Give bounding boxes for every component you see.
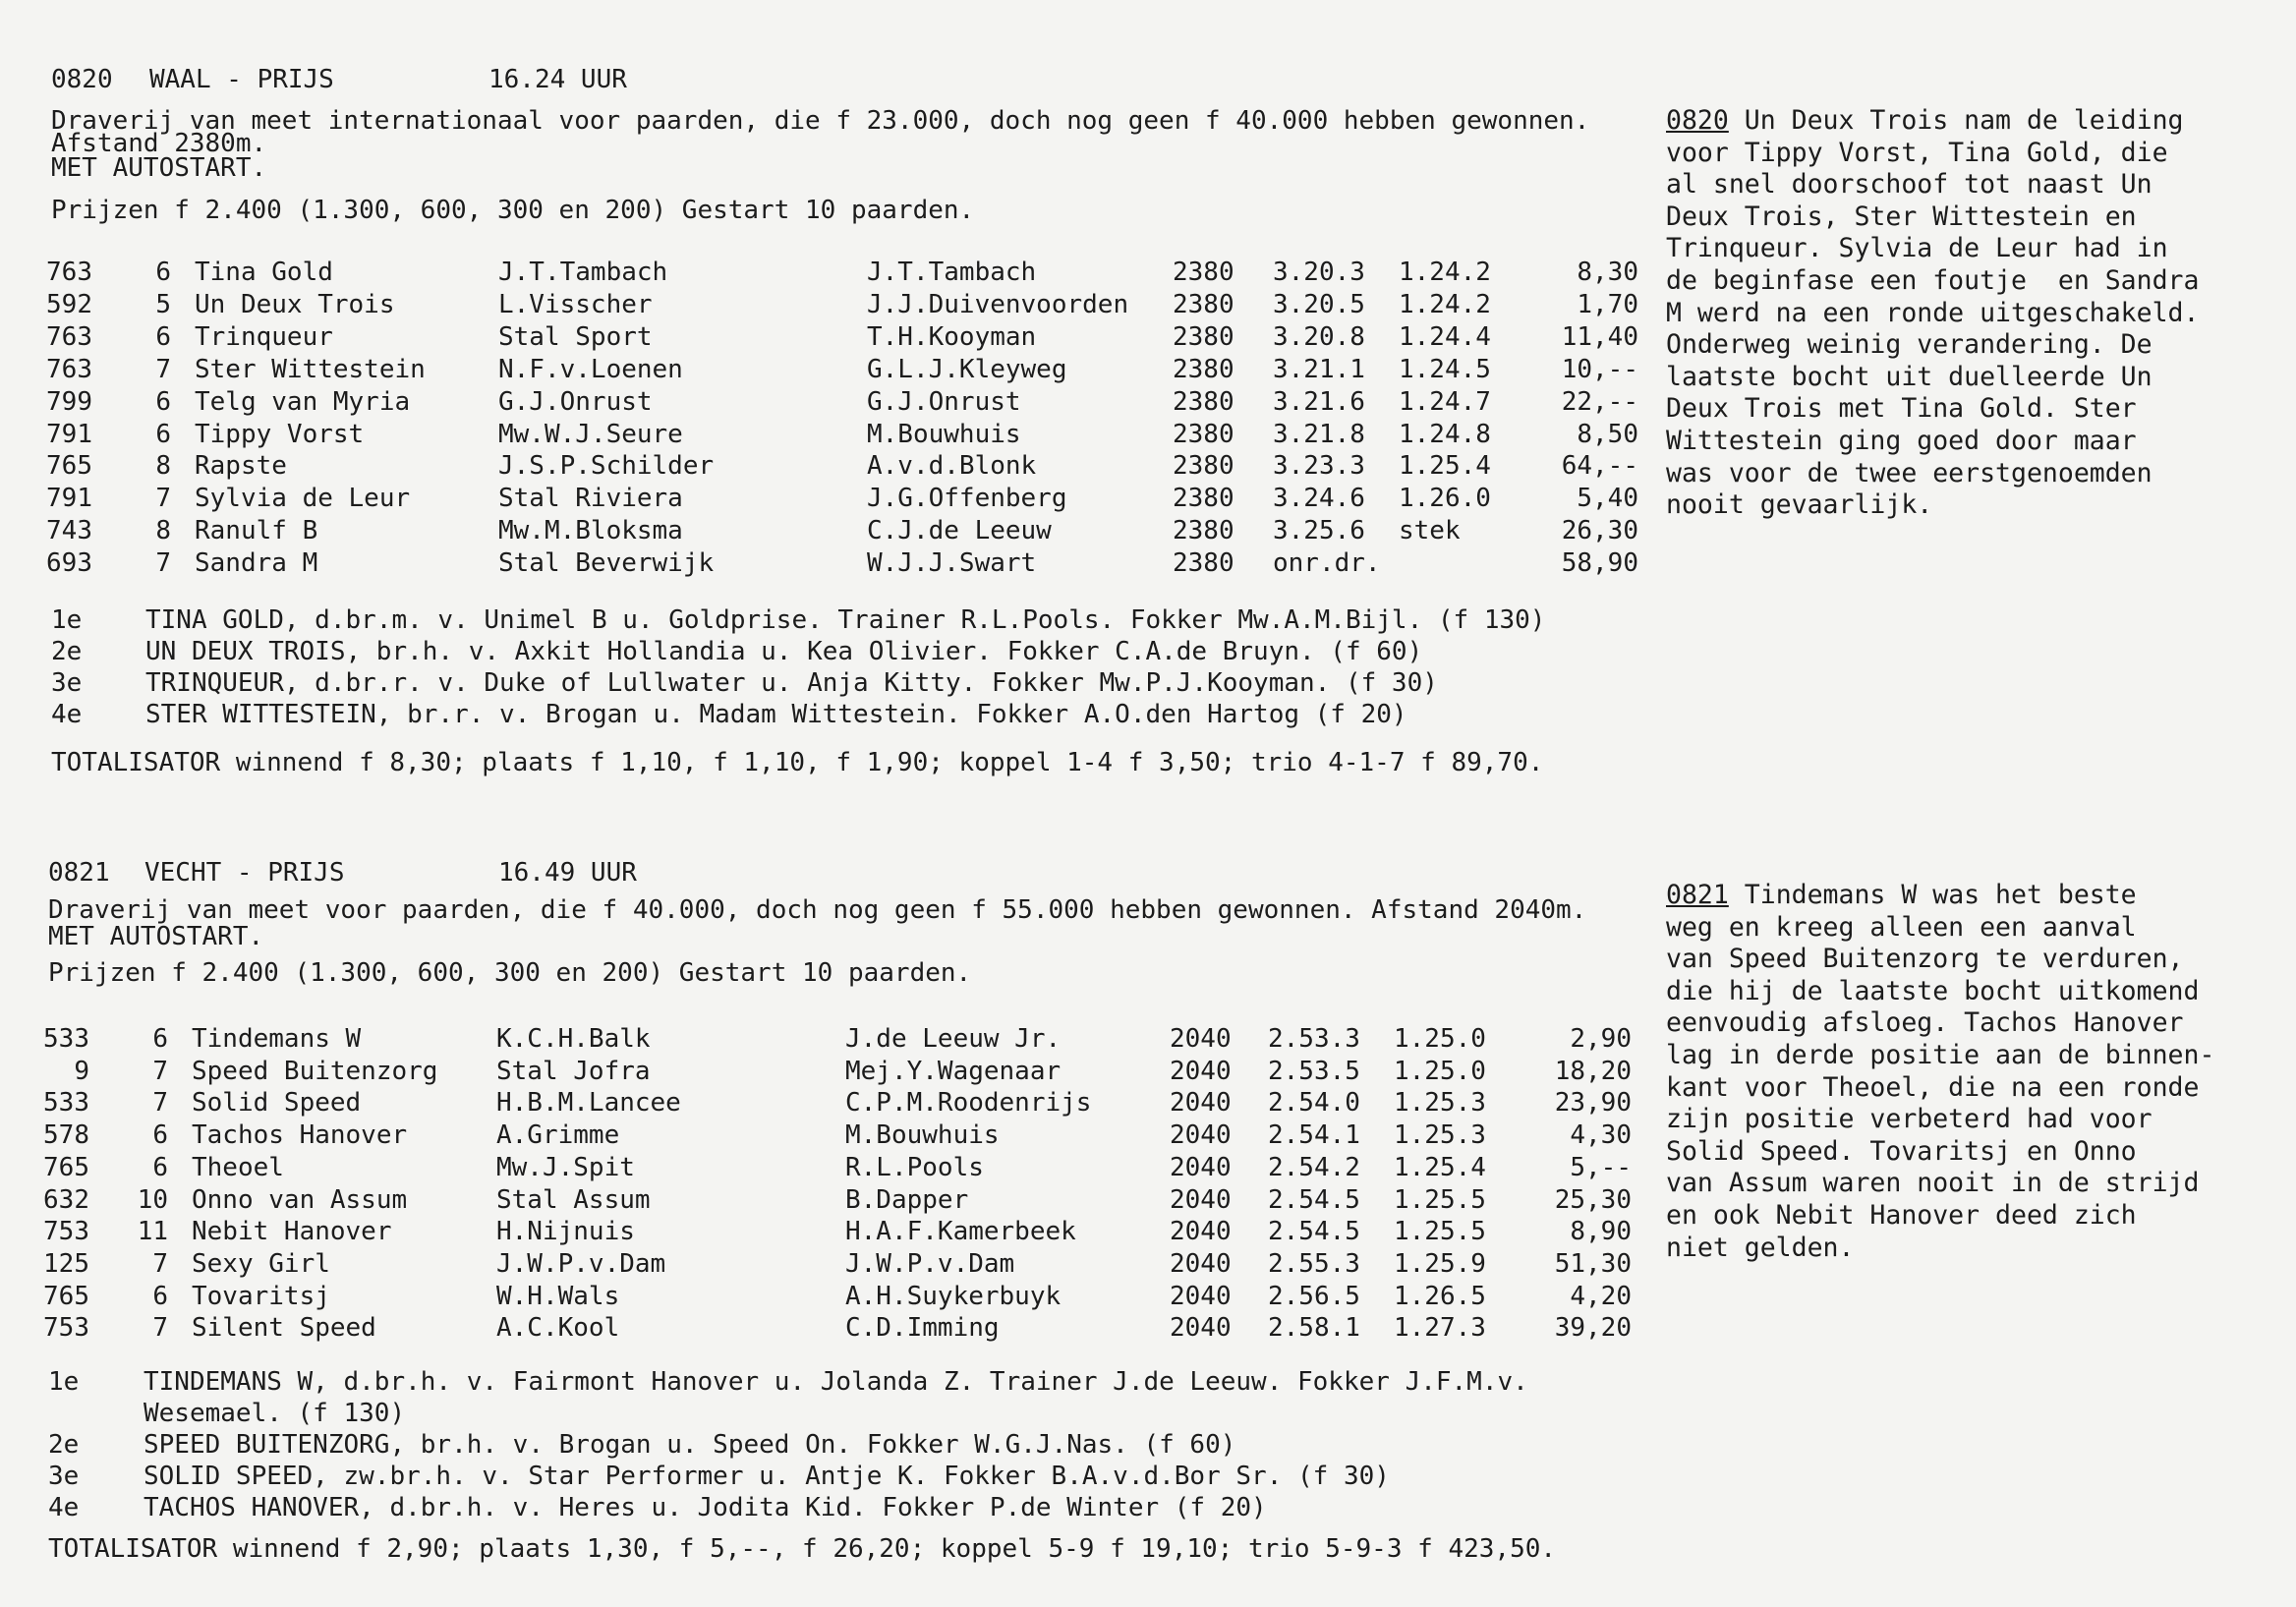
horse-name: Theoel <box>192 1153 284 1182</box>
driver: J.de Leeuw Jr. <box>845 1024 1062 1054</box>
horse-name: Nebit Hanover <box>192 1217 392 1246</box>
owner: L.Visscher <box>498 290 653 319</box>
start-number: 8 <box>155 516 171 545</box>
placing-position: 2e <box>48 1430 80 1460</box>
race-prizes: Prijzen f 2.400 (1.300, 600, 300 en 200) Gestart 10 paarden. <box>51 196 975 225</box>
horse-name: Speed Buitenzorg <box>192 1057 438 1086</box>
finish-time: 3.25.6 <box>1273 516 1365 545</box>
race-time: 16.49 UUR <box>498 858 637 888</box>
distance: 2380 <box>1173 420 1234 449</box>
driver: G.J.Onrust <box>867 387 1021 417</box>
start-ref: 765 <box>43 1153 89 1182</box>
race-code: 0820 <box>51 65 113 94</box>
start-ref: 533 <box>43 1024 89 1054</box>
horse-name: Ranulf B <box>195 516 318 545</box>
finish-time: 2.55.3 <box>1268 1249 1360 1279</box>
finish-time: 3.20.8 <box>1273 322 1365 352</box>
race-start-type: MET AUTOSTART. <box>48 922 264 951</box>
placing-position: 1e <box>48 1367 80 1397</box>
finish-time: 3.20.3 <box>1273 258 1365 287</box>
odds: 22,-- <box>1561 387 1638 417</box>
horse-name: Un Deux Trois <box>195 290 395 319</box>
start-ref: 632 <box>43 1185 89 1215</box>
start-ref: 592 <box>46 290 92 319</box>
race-code: 0821 <box>48 858 110 888</box>
driver: A.H.Suykerbuyk <box>845 1282 1062 1311</box>
finish-time: 2.54.2 <box>1268 1153 1360 1182</box>
start-ref: 743 <box>46 516 92 545</box>
owner: Stal Beverwijk <box>498 548 715 578</box>
placing-text: UN DEUX TROIS, br.h. v. Axkit Hollandia u. Kea Olivier. Fokker C.A.de Bruyn. (f 60) <box>145 637 1423 666</box>
horse-name: Tina Gold <box>195 258 333 287</box>
odds: 64,-- <box>1561 451 1638 481</box>
start-number: 7 <box>152 1088 168 1118</box>
totalisator: TOTALISATOR winnend f 2,90; plaats 1,30, f 5,--, f 26,20; koppel 5-9 f 19,10; trio 5-9-3 f 423,50. <box>48 1534 1557 1564</box>
start-ref: 763 <box>46 258 92 287</box>
race-prizes: Prijzen f 2.400 (1.300, 600, 300 en 200) Gestart 10 paarden. <box>48 958 972 988</box>
start-number: 10 <box>137 1185 168 1215</box>
odds: 51,30 <box>1554 1249 1632 1279</box>
start-number: 6 <box>152 1120 168 1150</box>
start-ref: 578 <box>43 1120 89 1150</box>
distance: 2040 <box>1170 1057 1232 1086</box>
owner: A.C.Kool <box>496 1313 620 1343</box>
totalisator: TOTALISATOR winnend f 8,30; plaats f 1,10, f 1,10, f 1,90; koppel 1-4 f 3,50; trio 4-1-7 f 89,70. <box>51 748 1544 777</box>
start-ref: 765 <box>46 451 92 481</box>
km-time: 1.26.5 <box>1394 1282 1486 1311</box>
race-commentary: 0821 Tindemans W was het beste weg en kreeg alleen een aanval van Speed Buitenzorg te verduren, die hij de laatste bocht uitkomend eenvoudig afsloeg. Tachos Hanover lag in derde positie aan de binnen- kant voor Theoel, die na een ronde zijn positie verbeterd had voor Solid Speed. Tovaritsj en Onno van Assum waren nooit in de strijd en ook Nebit Hanover deed zich niet gelden. <box>1666 880 2215 1263</box>
finish-time: 2.54.5 <box>1268 1217 1360 1246</box>
horse-name: Rapste <box>195 451 287 481</box>
driver: C.P.M.Roodenrijs <box>845 1088 1092 1118</box>
finish-time: 3.21.8 <box>1273 420 1365 449</box>
odds: 5,-- <box>1570 1153 1632 1182</box>
start-number: 6 <box>155 322 171 352</box>
driver: Mej.Y.Wagenaar <box>845 1057 1062 1086</box>
driver: A.v.d.Blonk <box>867 451 1037 481</box>
odds: 18,20 <box>1554 1057 1632 1086</box>
odds: 4,20 <box>1570 1282 1632 1311</box>
km-time: 1.25.9 <box>1394 1249 1486 1279</box>
start-number: 7 <box>152 1057 168 1086</box>
distance: 2380 <box>1173 322 1234 352</box>
start-ref: 763 <box>46 355 92 384</box>
km-time: 1.26.0 <box>1399 484 1491 513</box>
start-ref: 765 <box>43 1282 89 1311</box>
owner: Mw.W.J.Seure <box>498 420 683 449</box>
finish-time: 3.21.1 <box>1273 355 1365 384</box>
distance: 2380 <box>1173 290 1234 319</box>
km-time: 1.25.0 <box>1394 1057 1486 1086</box>
owner: A.Grimme <box>496 1120 620 1150</box>
race-distance: Afstand 2380m. <box>51 129 267 158</box>
start-ref: 753 <box>43 1217 89 1246</box>
odds: 8,30 <box>1577 258 1638 287</box>
start-number: 7 <box>152 1313 168 1343</box>
km-time: 1.25.3 <box>1394 1120 1486 1150</box>
km-time: 1.25.4 <box>1394 1153 1486 1182</box>
km-time: 1.24.2 <box>1399 258 1491 287</box>
driver: M.Bouwhuis <box>867 420 1021 449</box>
finish-time: 2.53.3 <box>1268 1024 1360 1054</box>
driver: J.J.Duivenvoorden <box>867 290 1129 319</box>
owner: H.Nijnuis <box>496 1217 635 1246</box>
horse-name: Ster Wittestein <box>195 355 426 384</box>
odds: 1,70 <box>1577 290 1638 319</box>
distance: 2380 <box>1173 516 1234 545</box>
placing-text: SOLID SPEED, zw.br.h. v. Star Performer u. Antje K. Fokker B.A.v.d.Bor Sr. (f 30) <box>144 1462 1390 1491</box>
owner: J.S.P.Schilder <box>498 451 715 481</box>
race-conditions: Draverij van meet voor paarden, die f 40.000, doch nog geen f 55.000 hebben gewonnen. Afstand 2040m. <box>48 895 1587 925</box>
horse-name: Onno van Assum <box>192 1185 408 1215</box>
distance: 2040 <box>1170 1185 1232 1215</box>
start-number: 7 <box>155 548 171 578</box>
start-number: 6 <box>152 1024 168 1054</box>
driver: G.L.J.Kleyweg <box>867 355 1067 384</box>
distance: 2380 <box>1173 548 1234 578</box>
distance: 2040 <box>1170 1313 1232 1343</box>
finish-time: 2.54.5 <box>1268 1185 1360 1215</box>
placing-text: TRINQUEUR, d.br.r. v. Duke of Lullwater u. Anja Kitty. Fokker Mw.P.J.Kooyman. (f 30) <box>145 668 1438 698</box>
commentary-code: 0820 <box>1666 105 1729 136</box>
km-time: 1.25.4 <box>1399 451 1491 481</box>
distance: 2040 <box>1170 1217 1232 1246</box>
driver: T.H.Kooyman <box>867 322 1037 352</box>
start-number: 6 <box>155 387 171 417</box>
driver: H.A.F.Kamerbeek <box>845 1217 1076 1246</box>
start-ref: 791 <box>46 484 92 513</box>
finish-time: 2.53.5 <box>1268 1057 1360 1086</box>
start-number: 7 <box>155 484 171 513</box>
odds: 5,40 <box>1577 484 1638 513</box>
owner: N.F.v.Loenen <box>498 355 683 384</box>
driver: M.Bouwhuis <box>845 1120 1000 1150</box>
finish-time: onr.dr. <box>1273 548 1381 578</box>
horse-name: Sylvia de Leur <box>195 484 411 513</box>
start-ref: 753 <box>43 1313 89 1343</box>
km-time: 1.25.0 <box>1394 1024 1486 1054</box>
odds: 8,90 <box>1570 1217 1632 1246</box>
km-time: 1.24.8 <box>1399 420 1491 449</box>
placing-position: 4e <box>48 1493 80 1522</box>
finish-time: 2.54.1 <box>1268 1120 1360 1150</box>
race-conditions: Draverij van meet internationaal voor paarden, die f 23.000, doch nog geen f 40.000 hebben gewonnen. <box>51 106 1590 136</box>
km-time: 1.25.3 <box>1394 1088 1486 1118</box>
start-ref: 9 <box>74 1057 89 1086</box>
odds: 25,30 <box>1554 1185 1632 1215</box>
distance: 2380 <box>1173 451 1234 481</box>
distance: 2040 <box>1170 1153 1232 1182</box>
horse-name: Sandra M <box>195 548 318 578</box>
odds: 39,20 <box>1554 1313 1632 1343</box>
race-time: 16.24 UUR <box>488 65 627 94</box>
km-time: 1.24.7 <box>1399 387 1491 417</box>
driver: C.J.de Leeuw <box>867 516 1052 545</box>
odds: 2,90 <box>1570 1024 1632 1054</box>
owner: Mw.M.Bloksma <box>498 516 683 545</box>
race-commentary: 0820 Un Deux Trois nam de leiding voor Tippy Vorst, Tina Gold, die al snel doorschoof tot naast Un Deux Trois, Ster Wittestein en Trinqueur. Sylvia de Leur had in de beginfase een foutje en Sandra M werd na een ronde uitgeschakeld. Onderweg weinig verandering. De laatste bocht uit duelleerde Un Deux Trois met Tina Gold. Ster Wittestein ging goed door maar was voor de twee eerstgenoemden nooit gevaarlijk. <box>1666 105 2200 521</box>
distance: 2380 <box>1173 258 1234 287</box>
start-ref: 763 <box>46 322 92 352</box>
placing-text: TINDEMANS W, d.br.h. v. Fairmont Hanover u. Jolanda Z. Trainer J.de Leeuw. Fokker J.F.M.v. <box>144 1367 1528 1397</box>
start-number: 11 <box>137 1217 168 1246</box>
race-name: WAAL - PRIJS <box>149 65 334 94</box>
placing-text: TACHOS HANOVER, d.br.h. v. Heres u. Jodita Kid. Fokker P.de Winter (f 20) <box>144 1493 1267 1522</box>
start-number: 6 <box>152 1153 168 1182</box>
odds: 58,90 <box>1561 548 1638 578</box>
finish-time: 3.23.3 <box>1273 451 1365 481</box>
horse-name: Tindemans W <box>192 1024 362 1054</box>
horse-name: Solid Speed <box>192 1088 362 1118</box>
owner: W.H.Wals <box>496 1282 620 1311</box>
owner: H.B.M.Lancee <box>496 1088 681 1118</box>
odds: 26,30 <box>1561 516 1638 545</box>
start-number: 5 <box>155 290 171 319</box>
owner: J.T.Tambach <box>498 258 668 287</box>
start-number: 8 <box>155 451 171 481</box>
km-time: 1.25.5 <box>1394 1217 1486 1246</box>
driver: J.G.Offenberg <box>867 484 1067 513</box>
placing-text: TINA GOLD, d.br.m. v. Unimel B u. Goldprise. Trainer R.L.Pools. Fokker Mw.A.M.Bijl. (f 130) <box>145 605 1546 635</box>
km-time: 1.24.4 <box>1399 322 1491 352</box>
horse-name: Sexy Girl <box>192 1249 330 1279</box>
placing-position: 1e <box>51 605 83 635</box>
km-time: 1.27.3 <box>1394 1313 1486 1343</box>
odds: 11,40 <box>1561 322 1638 352</box>
odds: 8,50 <box>1577 420 1638 449</box>
finish-time: 2.56.5 <box>1268 1282 1360 1311</box>
km-time: 1.24.2 <box>1399 290 1491 319</box>
commentary-code: 0821 <box>1666 880 1729 910</box>
km-time: 1.24.5 <box>1399 355 1491 384</box>
placing-text: STER WITTESTEIN, br.r. v. Brogan u. Madam Wittestein. Fokker A.O.den Hartog (f 20) <box>145 700 1407 729</box>
start-number: 6 <box>155 420 171 449</box>
start-number: 7 <box>155 355 171 384</box>
driver: R.L.Pools <box>845 1153 984 1182</box>
horse-name: Tippy Vorst <box>195 420 365 449</box>
placing-position: 3e <box>48 1462 80 1491</box>
horse-name: Trinqueur <box>195 322 333 352</box>
distance: 2380 <box>1173 355 1234 384</box>
owner: G.J.Onrust <box>498 387 653 417</box>
start-number: 6 <box>152 1282 168 1311</box>
distance: 2040 <box>1170 1249 1232 1279</box>
distance: 2040 <box>1170 1024 1232 1054</box>
owner: J.W.P.v.Dam <box>496 1249 666 1279</box>
km-time: 1.25.5 <box>1394 1185 1486 1215</box>
driver: B.Dapper <box>845 1185 969 1215</box>
start-ref: 533 <box>43 1088 89 1118</box>
finish-time: 2.54.0 <box>1268 1088 1360 1118</box>
driver: J.T.Tambach <box>867 258 1037 287</box>
owner: Stal Riviera <box>498 484 683 513</box>
finish-time: 3.21.6 <box>1273 387 1365 417</box>
finish-time: 2.58.1 <box>1268 1313 1360 1343</box>
race-name: VECHT - PRIJS <box>144 858 345 888</box>
odds: 23,90 <box>1554 1088 1632 1118</box>
start-ref: 693 <box>46 548 92 578</box>
owner: Stal Assum <box>496 1185 651 1215</box>
owner: Mw.J.Spit <box>496 1153 635 1182</box>
start-number: 6 <box>155 258 171 287</box>
horse-name: Tachos Hanover <box>192 1120 408 1150</box>
owner: K.C.H.Balk <box>496 1024 651 1054</box>
placing-text: SPEED BUITENZORG, br.h. v. Brogan u. Speed On. Fokker W.G.J.Nas. (f 60) <box>144 1430 1236 1460</box>
start-ref: 125 <box>43 1249 89 1279</box>
horse-name: Telg van Myria <box>195 387 411 417</box>
driver: W.J.J.Swart <box>867 548 1037 578</box>
finish-time: 3.24.6 <box>1273 484 1365 513</box>
placing-text-continued: Wesemael. (f 130) <box>144 1399 406 1428</box>
start-ref: 791 <box>46 420 92 449</box>
horse-name: Silent Speed <box>192 1313 376 1343</box>
odds: 10,-- <box>1561 355 1638 384</box>
placing-position: 3e <box>51 668 83 698</box>
race-start-type: MET AUTOSTART. <box>51 153 267 183</box>
km-time: stek <box>1399 516 1461 545</box>
distance: 2040 <box>1170 1120 1232 1150</box>
start-number: 7 <box>152 1249 168 1279</box>
odds: 4,30 <box>1570 1120 1632 1150</box>
distance: 2380 <box>1173 484 1234 513</box>
placing-position: 2e <box>51 637 83 666</box>
driver: C.D.Imming <box>845 1313 1000 1343</box>
owner: Stal Sport <box>498 322 653 352</box>
placing-position: 4e <box>51 700 83 729</box>
horse-name: Tovaritsj <box>192 1282 330 1311</box>
distance: 2380 <box>1173 387 1234 417</box>
distance: 2040 <box>1170 1088 1232 1118</box>
distance: 2040 <box>1170 1282 1232 1311</box>
finish-time: 3.20.5 <box>1273 290 1365 319</box>
owner: Stal Jofra <box>496 1057 651 1086</box>
start-ref: 799 <box>46 387 92 417</box>
driver: J.W.P.v.Dam <box>845 1249 1015 1279</box>
